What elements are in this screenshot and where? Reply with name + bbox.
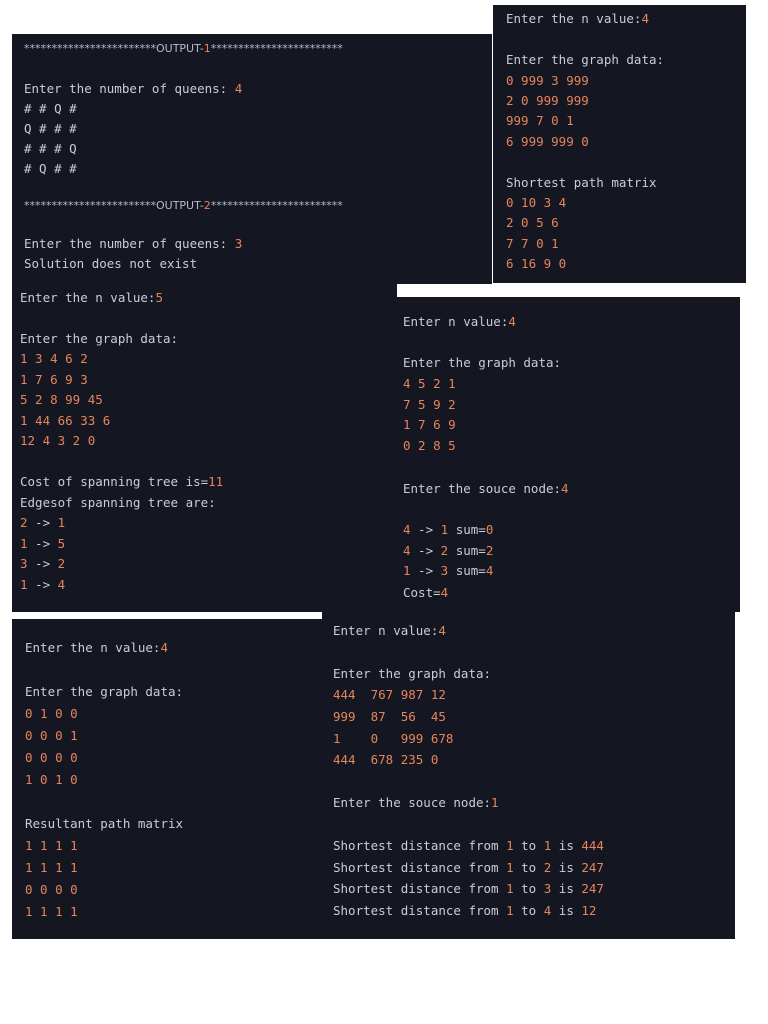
matrix-row: 1 1 1 1 <box>25 860 78 875</box>
edge-row: 2 -> 1 <box>20 515 66 530</box>
path-row: 1 -> 3 sum=4 <box>403 563 494 578</box>
n-value-prompt: Enter the n value:4 <box>506 11 649 26</box>
graph-row: 4 5 2 1 <box>403 376 456 391</box>
edges-label: Edgesof spanning tree are: <box>20 495 216 510</box>
queens-prompt: Enter the number of queens: 4 <box>24 81 243 96</box>
output-1-separator: ************************OUTPUT-1************************ <box>24 42 343 55</box>
n-value-prompt: Enter the n value:4 <box>25 640 168 655</box>
graph-row: 1 44 66 33 6 <box>20 413 111 428</box>
matrix-row: 2 0 5 6 <box>506 215 559 230</box>
path-row: 4 -> 1 sum=0 <box>403 522 494 537</box>
distance-row: Shortest distance from 1 to 1 is 444 <box>333 838 604 853</box>
graph-data-label: Enter the graph data: <box>403 355 562 370</box>
spanning-tree-cost: Cost of spanning tree is=11 <box>20 474 224 489</box>
matrix-row: 7 7 0 1 <box>506 236 559 251</box>
terminal-output-shortest-distance <box>322 612 735 939</box>
distance-row: Shortest distance from 1 to 4 is 12 <box>333 903 597 918</box>
edge-row: 1 -> 4 <box>20 577 66 592</box>
graph-row: 0 1 0 0 <box>25 706 78 721</box>
graph-row: 12 4 3 2 0 <box>20 433 96 448</box>
matrix-row: 6 16 9 0 <box>506 256 567 271</box>
graph-row: 0 0 0 0 <box>25 750 78 765</box>
graph-row: 6 999 999 0 <box>506 134 589 149</box>
graph-row: 444 767 987 12 <box>333 687 446 702</box>
edge-row: 1 -> 5 <box>20 536 66 551</box>
graph-row: 0 0 0 1 <box>25 728 78 743</box>
graph-row: 1 7 6 9 3 <box>20 372 88 387</box>
board-row: Q # # # <box>24 121 77 136</box>
cost-line: Cost=4 <box>403 585 449 600</box>
matrix-row: 0 0 0 0 <box>25 882 78 897</box>
graph-data-label: Enter the graph data: <box>25 684 184 699</box>
path-row: 4 -> 2 sum=2 <box>403 543 494 558</box>
matrix-row: 1 1 1 1 <box>25 838 78 853</box>
graph-row: 1 3 4 6 2 <box>20 351 88 366</box>
n-value-prompt: Enter n value:4 <box>403 314 516 329</box>
source-node-prompt: Enter the souce node:1 <box>333 795 499 810</box>
terminal-output-source-sums <box>397 297 740 612</box>
output-2-separator: ************************OUTPUT-2************************ <box>24 199 343 212</box>
shortest-path-matrix-label: Shortest path matrix <box>506 175 657 190</box>
no-solution-message: Solution does not exist <box>24 256 198 271</box>
n-value-prompt: Enter n value:4 <box>333 623 446 638</box>
n-value-prompt: Enter the n value:5 <box>20 290 163 305</box>
graph-data-label: Enter the graph data: <box>333 666 492 681</box>
graph-row: 1 7 6 9 <box>403 417 456 432</box>
graph-row: 0 999 3 999 <box>506 73 589 88</box>
graph-row: 0 2 8 5 <box>403 438 456 453</box>
board-row: # Q # # <box>24 161 77 176</box>
board-row: # # Q # <box>24 101 77 116</box>
resultant-matrix-label: Resultant path matrix <box>25 816 184 831</box>
graph-row: 5 2 8 99 45 <box>20 392 103 407</box>
graph-row: 999 87 56 45 <box>333 709 446 724</box>
board-row: # # # Q <box>24 141 77 156</box>
terminal-output-path-matrix <box>12 619 322 939</box>
terminal-output-floyd <box>493 5 746 283</box>
graph-row: 2 0 999 999 <box>506 93 589 108</box>
graph-row: 999 7 0 1 <box>506 113 574 128</box>
graph-data-label: Enter the graph data: <box>20 331 179 346</box>
matrix-row: 0 10 3 4 <box>506 195 567 210</box>
graph-row: 444 678 235 0 <box>333 752 439 767</box>
distance-row: Shortest distance from 1 to 2 is 247 <box>333 860 604 875</box>
distance-row: Shortest distance from 1 to 3 is 247 <box>333 881 604 896</box>
queens-prompt: Enter the number of queens: 3 <box>24 236 243 251</box>
edge-row: 3 -> 2 <box>20 556 66 571</box>
graph-row: 1 0 999 678 <box>333 731 454 746</box>
source-node-prompt: Enter the souce node:4 <box>403 481 569 496</box>
terminal-output-spanning-tree <box>12 284 397 612</box>
graph-row: 7 5 9 2 <box>403 397 456 412</box>
matrix-row: 1 1 1 1 <box>25 904 78 919</box>
terminal-output-nqueens <box>12 34 492 284</box>
graph-data-label: Enter the graph data: <box>506 52 665 67</box>
graph-row: 1 0 1 0 <box>25 772 78 787</box>
